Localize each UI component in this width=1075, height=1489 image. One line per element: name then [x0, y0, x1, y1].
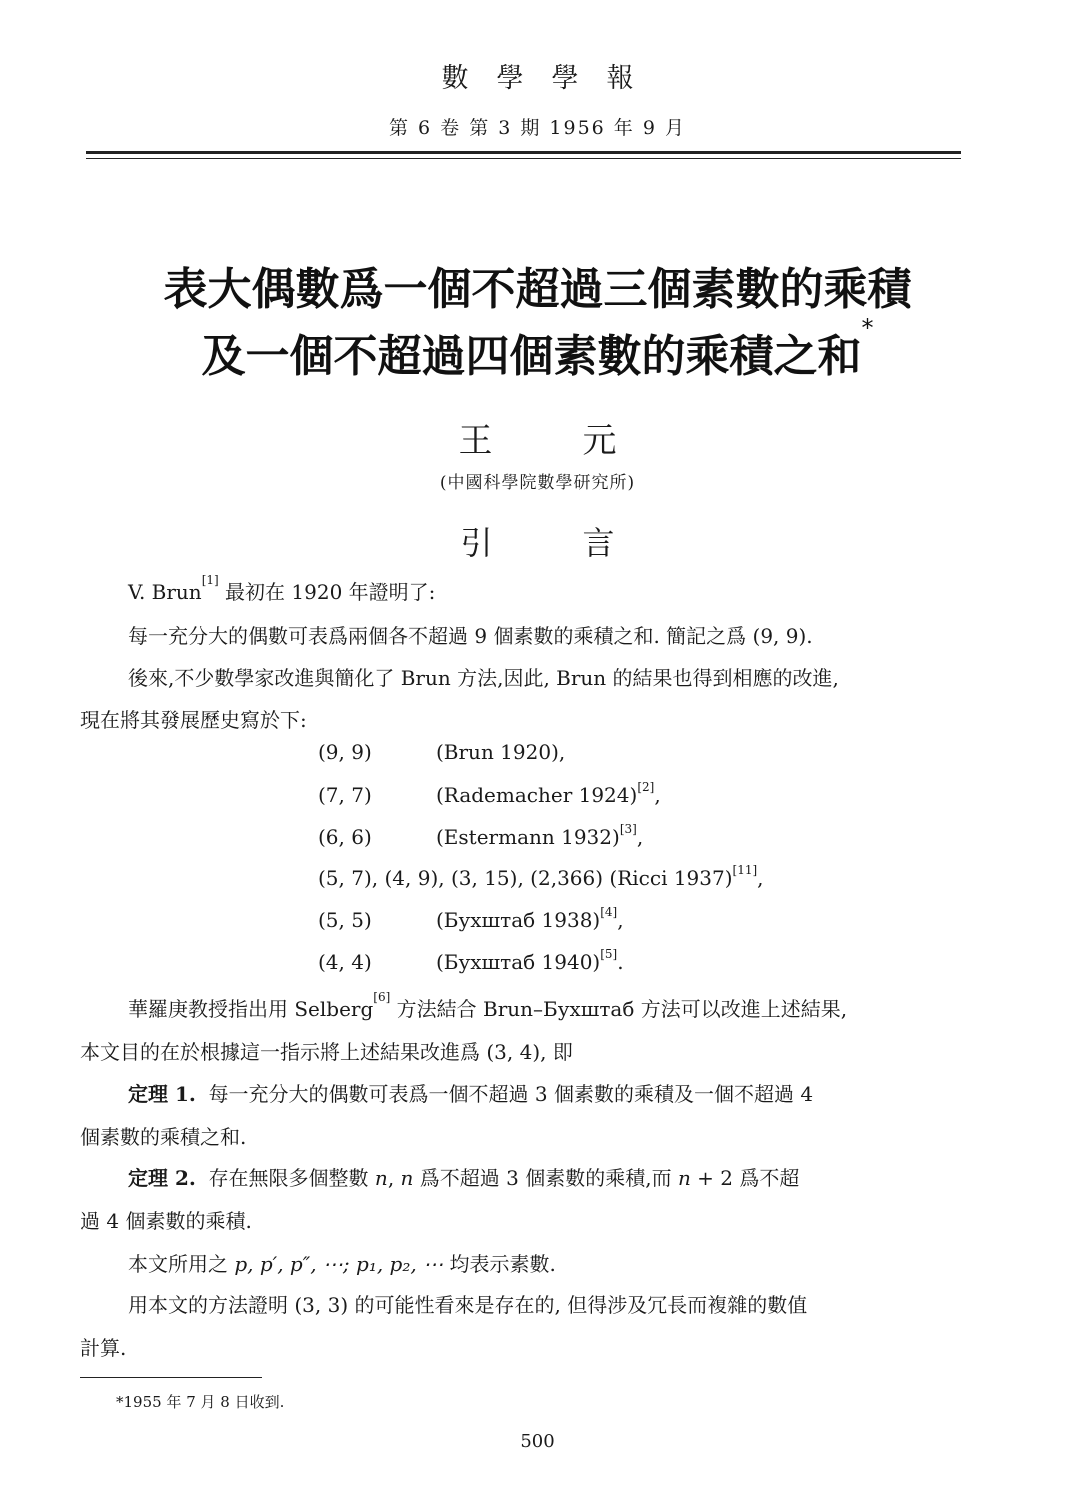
history-pair: (4, 4)	[318, 950, 372, 974]
intro-text: V. Brun	[128, 580, 202, 604]
history-tail: ,	[654, 783, 661, 807]
theorem-2-text: ,	[387, 1166, 401, 1190]
theorem-1-line-1	[128, 1078, 813, 1107]
author-affiliation: (中國科學院數學研究所)	[439, 473, 636, 493]
theorem-1-line-2: 個素數的乘積之和.	[80, 1125, 247, 1149]
intro-line-4: 現在將其發展歷史寫於下:	[80, 708, 307, 732]
header-rule-thick	[86, 151, 961, 154]
history-pair: (5, 5)	[318, 908, 372, 932]
theorem-2-line-1	[128, 1162, 799, 1191]
math-var-n: n	[374, 1166, 388, 1190]
citation-ref: [5]	[600, 947, 618, 961]
journal-title: 數學學報	[441, 63, 662, 94]
history-row	[318, 740, 565, 764]
theorem-2-label: 定理 2.	[128, 1166, 196, 1190]
closing-line-1: 用本文的方法證明 (3, 3) 的可能性看來是存在的, 但得涉及冗長而複雜的數值	[128, 1293, 808, 1317]
header-rule-thin	[86, 158, 961, 159]
history-pair: (5, 7), (4, 9), (3, 15), (2,366)	[318, 866, 604, 890]
paper-title-line-2-text: 及一個不超過四個素數的乘積之和	[201, 331, 862, 382]
citation-ref: [6]	[373, 990, 391, 1004]
history-source: (Brun 1920),	[436, 740, 566, 764]
history-row	[318, 947, 624, 974]
theorem-2-text: + 2 爲不超	[690, 1166, 800, 1190]
hua-text: 方法結合 Brun–Бухштаб 方法可以改進上述結果,	[390, 997, 848, 1021]
history-pair: (9, 9)	[318, 740, 372, 764]
citation-ref: [4]	[600, 905, 618, 919]
hua-line-2: 本文目的在於根據這一指示將上述結果改進爲 (3, 4), 即	[80, 1040, 573, 1064]
paper-title-line-2	[0, 314, 1075, 384]
author-name: 王元	[458, 421, 707, 461]
history-tail: ,	[636, 825, 644, 849]
history-row	[318, 822, 644, 849]
citation-ref: [11]	[732, 863, 758, 877]
citation-ref: [1]	[201, 573, 219, 587]
hua-line-1	[128, 990, 848, 1022]
notation-symbols: p, p′, p″, ⋯; p₁, p₂, ⋯	[234, 1252, 444, 1276]
hua-text: 華羅庚教授指出用 Selberg	[128, 997, 374, 1021]
history-tail: ,	[757, 866, 764, 890]
intro-line-1	[128, 573, 436, 605]
history-tail: .	[617, 950, 624, 974]
history-row	[318, 863, 764, 890]
paper-title-line-1: 表大偶數爲一個不超過三個素數的乘積	[163, 264, 912, 315]
footnote-rule	[80, 1377, 262, 1378]
theorem-2-text: 爲不超過 3 個素數的乘積,而	[413, 1166, 678, 1190]
notation-text: 均表示素數.	[443, 1252, 556, 1276]
history-source: (Ricci 1937)	[603, 866, 733, 890]
theorem-1-text: 每一充分大的偶數可表爲一個不超過 3 個素數的乘積及一個不超過 4	[208, 1082, 814, 1106]
citation-ref: [2]	[637, 780, 655, 794]
history-row	[318, 780, 661, 807]
history-tail: ,	[617, 908, 624, 932]
footnote: *1955 年 7 月 8 日收到.	[116, 1393, 285, 1411]
history-pair: (7, 7)	[318, 783, 372, 807]
notation-text: 本文所用之	[128, 1252, 235, 1276]
intro-line-3: 後來,不少數學家改進與簡化了 Brun 方法,因此, Brun 的結果也得到相應的改進,	[128, 666, 839, 690]
intro-line-2: 每一充分大的偶數可表爲兩個各不超過 9 個素數的乘積之和. 簡記之爲 (9, 9).	[128, 624, 813, 648]
history-source: (Бухштаб 1938)	[436, 908, 601, 932]
theorem-2-line-2: 過 4 個素數的乘積.	[80, 1209, 252, 1233]
page-number: 500	[520, 1431, 555, 1452]
math-var-n: n	[677, 1166, 691, 1190]
math-var-n: n	[400, 1166, 414, 1190]
intro-text: 最初在 1920 年證明了:	[218, 580, 436, 604]
title-footnote-mark: *	[861, 314, 874, 342]
theorem-1-label: 定理 1.	[128, 1082, 196, 1106]
history-source: (Rademacher 1924)	[436, 783, 638, 807]
citation-ref: [3]	[619, 822, 637, 836]
history-source: (Estermann 1932)	[436, 825, 620, 849]
journal-issue: 第 6 卷 第 3 期 1956 年 9 月	[389, 117, 686, 139]
closing-line-2: 計算.	[80, 1336, 127, 1360]
history-source: (Бухштаб 1940)	[436, 950, 601, 974]
history-row	[318, 905, 624, 932]
history-pair: (6, 6)	[318, 825, 372, 849]
notation-line	[128, 1248, 556, 1277]
section-heading: 引言	[460, 524, 705, 562]
theorem-2-text: 存在無限多個整數	[208, 1166, 375, 1190]
